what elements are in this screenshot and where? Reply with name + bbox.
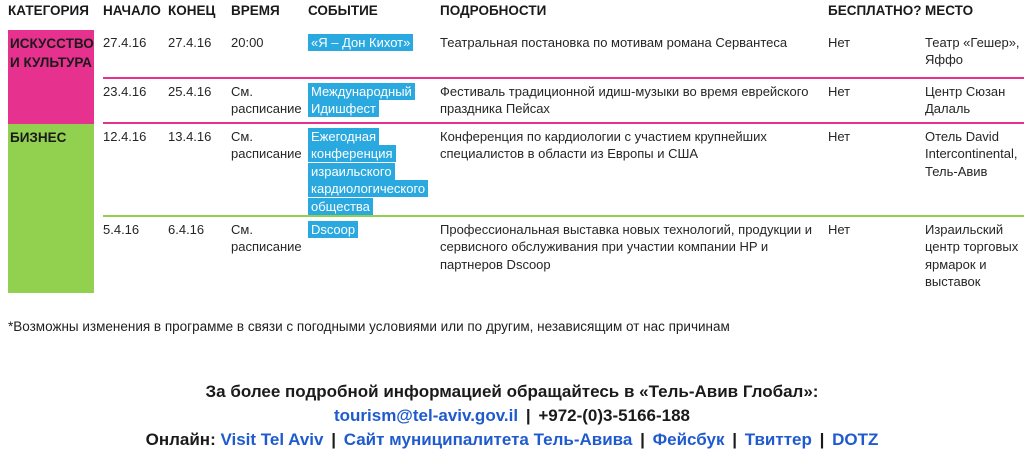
online-label: Онлайн: xyxy=(145,430,216,449)
contact-line-online xyxy=(0,428,1024,452)
separator: | xyxy=(732,430,737,449)
cell-place: Театр «Гешер», Яффо xyxy=(925,30,1024,79)
cell-event xyxy=(308,30,440,79)
email-link[interactable]: tourism@tel-aviv.gov.il xyxy=(333,406,519,425)
event-name-highlight: «Я – Дон Кихот» xyxy=(308,34,413,51)
cell-details: Конференция по кардиологии с участием крупнейших специалистов в области из Европы и США xyxy=(440,124,828,217)
separator: | xyxy=(819,430,825,449)
contact-line-email xyxy=(0,404,1024,428)
cell-place: Центр Сюзан Далаль xyxy=(925,79,1024,124)
cell-end: 6.4.16 xyxy=(168,222,205,237)
cell-end: 13.4.16 xyxy=(168,124,231,217)
event-name-highlight: Dscoop xyxy=(308,221,358,238)
cell-place: Израильский центр торговых ярмарок и выставок xyxy=(925,222,1019,290)
separator: | xyxy=(525,406,531,425)
column-header-details: ПОДРОБНОСТИ xyxy=(440,3,547,18)
cell-event xyxy=(308,217,440,293)
column-header-place: МЕСТО xyxy=(925,3,974,18)
events-table xyxy=(8,0,1024,293)
event-name-highlight: Международный Идишфест xyxy=(308,83,415,117)
cell-end: 25.4.16 xyxy=(168,79,231,124)
cell-start: 5.4.16 xyxy=(103,222,140,237)
cell-start: 23.4.16 xyxy=(103,79,168,124)
cell-free: Нет xyxy=(828,79,925,124)
column-header-event: СОБЫТИЕ xyxy=(308,3,378,18)
category-cell-business: БИЗНЕС xyxy=(8,124,94,293)
column-header-time: ВРЕМЯ xyxy=(231,3,280,18)
category-cell-arts-culture: ИСКУССТВО И КУЛЬТУРА xyxy=(8,30,94,124)
link-facebook[interactable]: Фейсбук xyxy=(652,430,725,449)
event-name-highlight: Ежегодная конференция израильского кардиологического общества xyxy=(308,128,428,215)
cell-event xyxy=(308,79,440,124)
cell-time: См. расписание xyxy=(231,222,302,255)
contact-section xyxy=(0,380,1024,452)
cell-time: 20:00 xyxy=(231,30,308,79)
link-visit-tel-aviv[interactable]: Visit Tel Aviv xyxy=(220,430,324,449)
cell-details: Профессиональная выставка новых технологий, продукции и сервисного обслуживания при участии компании HP и партнеров Dscoop xyxy=(440,222,812,272)
cell-free: Нет xyxy=(828,30,925,79)
separator: | xyxy=(331,430,336,449)
cell-start: 12.4.16 xyxy=(103,124,168,217)
cell-end: 27.4.16 xyxy=(168,30,231,79)
link-twitter[interactable]: Твиттер xyxy=(744,430,812,449)
cell-time: См. расписание xyxy=(231,79,308,124)
contact-heading: За более подробной информацией обращайтесь в «Тель-Авив Глобал»: xyxy=(205,382,819,401)
column-header-start: НАЧАЛО xyxy=(103,3,161,18)
schedule-footnote: *Возможны изменения в программе в связи с погодными условиями или по другим, независящим от нас причинам xyxy=(8,319,730,334)
cell-event xyxy=(308,124,440,217)
column-header-end: КОНЕЦ xyxy=(168,3,216,18)
cell-free: Нет xyxy=(828,222,851,237)
link-dotz[interactable]: DOTZ xyxy=(832,430,879,449)
cell-free: Нет xyxy=(828,124,925,217)
cell-start: 27.4.16 xyxy=(103,30,168,79)
cell-details: Фестиваль традиционной идиш-музыки во время еврейского праздника Пейсах xyxy=(440,79,828,124)
cell-time: См. расписание xyxy=(231,124,308,217)
phone-number: +972-(0)3-5166-188 xyxy=(538,406,691,425)
column-header-category: КАТЕГОРИЯ xyxy=(8,3,89,18)
column-header-free: БЕСПЛАТНО? xyxy=(828,3,922,18)
link-municipality-site[interactable]: Сайт муниципалитета Тель-Авива xyxy=(343,430,633,449)
cell-details: Театральная постановка по мотивам романа Сервантеса xyxy=(440,30,828,79)
cell-place: Отель David Intercontinental, Тель-Авив xyxy=(925,124,1024,217)
separator: | xyxy=(640,430,645,449)
